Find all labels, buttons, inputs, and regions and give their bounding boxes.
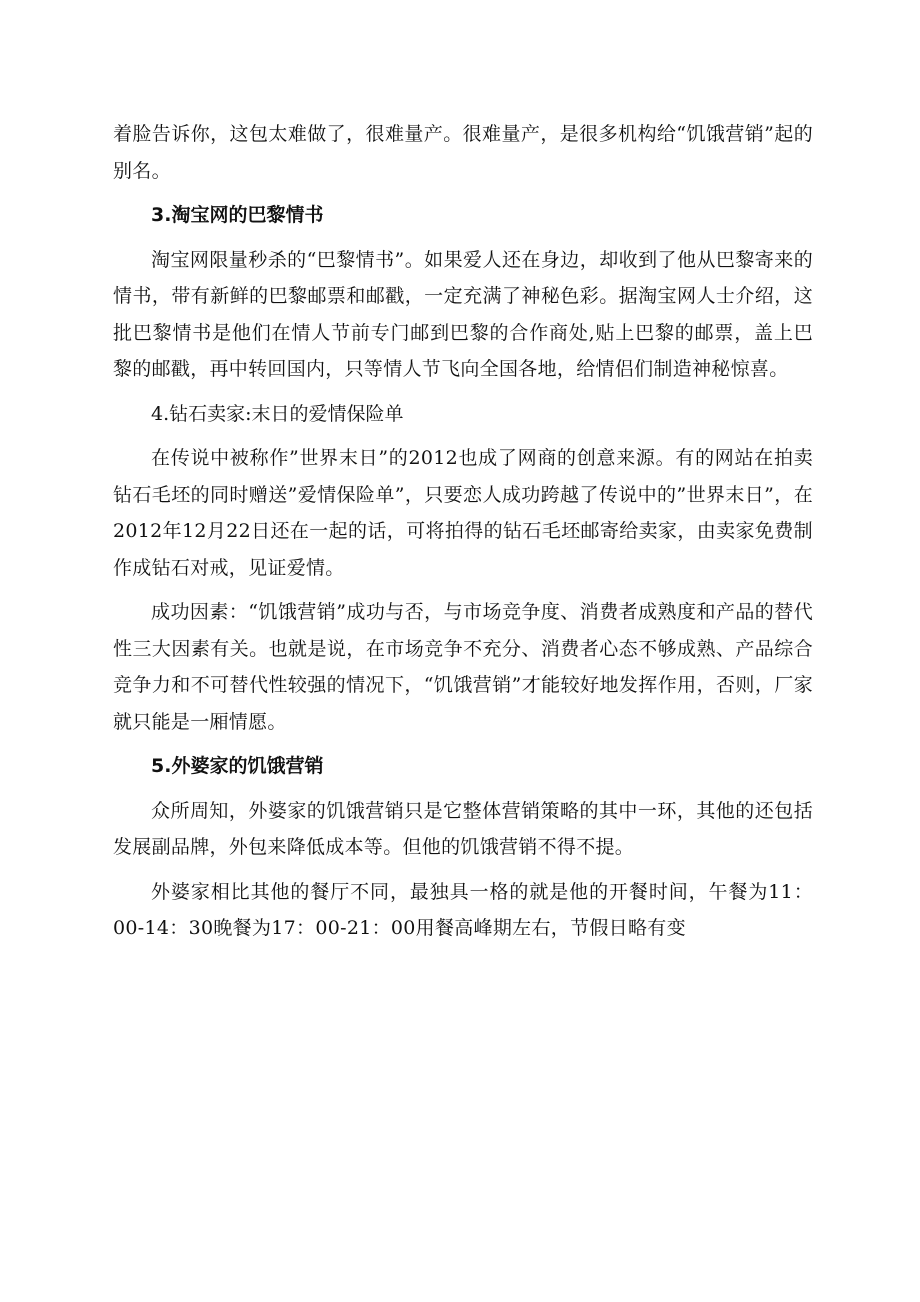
paragraph-success-factors: 成功因素：“饥饿营销”成功与否，与市场竞争度、消费者成熟度和产品的替代性三大因素有关。也就是说，在市场竞争不充分、消费者心态不够成熟、产品综合竞争力和不可替代性较强的情况下，“饥饿营销”才能较好地发挥作用，否则，厂家就只能是一厢情愿。 [113, 601, 813, 733]
paragraph-waipojia-intro: 众所周知，外婆家的饥饿营销只是它整体营销策略的其中一环，其他的还包括发展副品牌，外包来降低成本等。但他的饥饿营销不得不提。 [113, 799, 813, 858]
paragraph-diamond: 在传说中被称作”世界末日”的2012也成了网商的创意来源。有的网站在拍卖钻石毛坯的同时赠送”爱情保险单”，只要恋人成功跨越了传说中的”世界末日”，在2012年12月22日还在一起的话，可将拍得的钻石毛坯邮寄给卖家，由卖家免费制作成钻石对戒，见证爱情。 [113, 447, 813, 579]
section-heading-waipojia: 5.外婆家的饥饿营销 [151, 755, 324, 777]
section-heading-taobao: 3.淘宝网的巴黎情书 [151, 204, 324, 226]
paragraph-continued: 着脸告诉你，这包太难做了，很难量产。很难量产，是很多机构给“饥饿营销”起的别名。 [113, 123, 813, 182]
document-page [113, 0, 813, 955]
paragraph-taobao: 淘宝网限量秒杀的“巴黎情书”。如果爱人还在身边，却收到了他从巴黎寄来的情书，带有新鲜的巴黎邮票和邮戳，一定充满了神秘色彩。据淘宝网人士介绍，这批巴黎情书是他们在情人节前专门邮到巴黎的合作商处,贴上巴黎的邮票，盖上巴黎的邮戳，再中转回国内，只等情人节飞向全国各地，给情侣们制造神秘惊喜。 [113, 248, 813, 380]
section-heading-diamond: 4.钻石卖家:末日的爱情保险单 [151, 402, 404, 425]
paragraph-waipojia-hours: 外婆家相比其他的餐厅不同，最独具一格的就是他的开餐时间，午餐为11：00-14：30晚餐为17：00-21：00用餐高峰期左右，节假日略有变 [113, 880, 813, 939]
